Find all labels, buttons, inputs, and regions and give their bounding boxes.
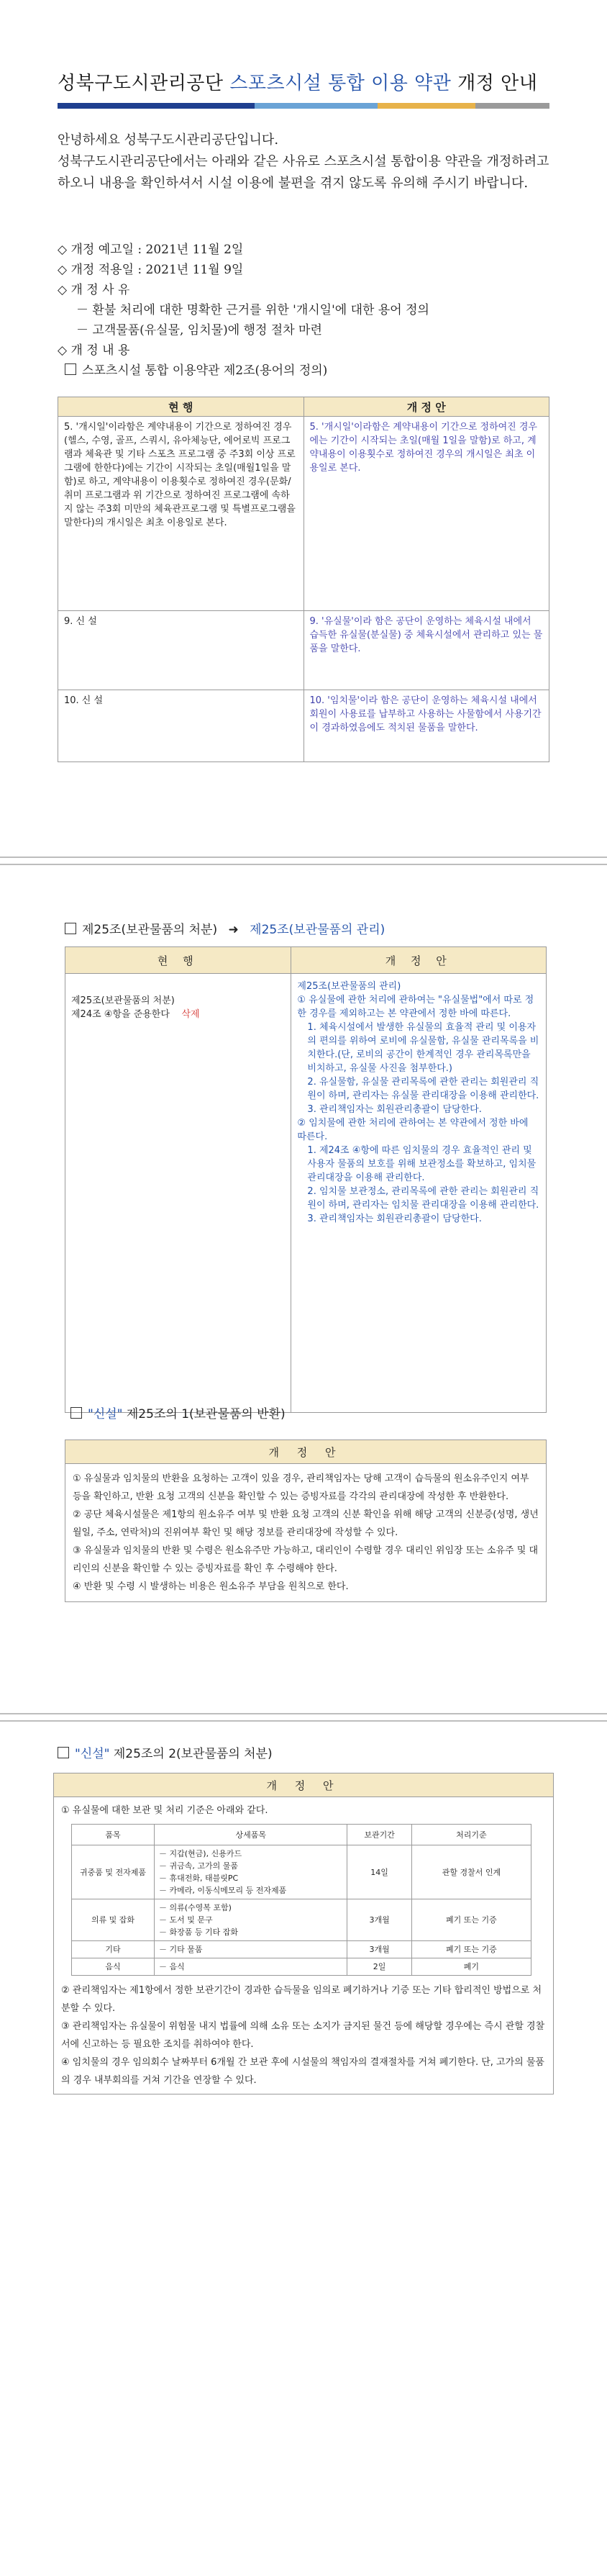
lost-item-disposal-table: 품목 상세품목 보관기간 처리기준 귀중품 및 전자제품 － 지갑(현금), 신용카드 － 귀금속, 고가의 물품 － 휴대전화, 태블릿PC － 카메라, 이동식메모리 등 전자제품 14일 관할 경찰서 인계 의류 및 잡화 － 의류(수영복 포함) － 도서 및 문구 － 화장품 등 기타 잡화 3개월 폐기 또는 기증 기타 － 기타 물품 3개월 폐기 또는 기증 음식 － 음식 2일 폐기 bbox=[71, 1824, 531, 1976]
checkbox-icon bbox=[58, 1747, 69, 1758]
page-title: 성북구도시관리공단 스포츠시설 통합 이용 약관 개정 안내 bbox=[58, 73, 538, 94]
table-row: 의류 및 잡화 － 의류(수영복 포함) － 도서 및 문구 － 화장품 등 기타 잡화 3개월 폐기 또는 기증 bbox=[72, 1899, 531, 1941]
revised-article-cell: 제25조(보관물품의 관리) ① 유실물에 관한 처리에 관하여는 "유실물법"에서 따로 정한 경우를 제외하고는 본 약관에서 정한 바에 따른다. 1. 체육시설에서 발생한 유실물의 효율적 관리 및 이용자의 편의를 위하여 로비에 유실물함, 유실물 관리목록을 비치한다.(단, 로비의 공간이 한계적인 경우 관리목록만을 비치하고, 유실물 사진을 첨부한다.) 2. 유실물함, 유실물 관리목록에 관한 관리는 회원관리 직원이 하며, 관리자는 유실물 관리대장을 이용해 관리한다. 3. 관리책임자는 회원관리총괄이 담당한다. ② 임치물에 관한 처리에 관하여는 본 약관에서 정한 바에 따른다. 1. 제24조 ④항에 따른 임치물의 경우 효율적인 관리 및 사용자 물품의 보호를 위해 보관정소를 확보하고, 임치물 관리대장을 이용해 관리한다. 2. 임치물 보관정소, 관리목록에 관한 관리는 회원관리 직원이 하며, 관리자는 임치물 관리대장을 이용해 관리한다. 3. 관리책임자는 회원관리총괄이 담당한다. bbox=[291, 974, 547, 1413]
revision-info: ◇ 개정 예고일 : 2021년 11월 2일 ◇ 개정 적용일 : 2021년 11월 9일 ◇ 개 정 사 유 － 환불 처리에 대한 명확한 근거를 위한 '개시일'에 대한 용어 정의 － 고객물품(유실물, 임치물)에 행정 절차 마련 ◇ 개 정 내 용 스포츠시설 통합 이용약관 제2조(용어의 정의) bbox=[58, 243, 429, 378]
arrow-right-icon: ➜ bbox=[228, 923, 239, 937]
column-revised: 개 정 안 bbox=[304, 397, 549, 417]
title-color-bar bbox=[58, 103, 549, 109]
table-row: 귀중품 및 전자제품 － 지갑(현금), 신용카드 － 귀금속, 고가의 물품 － 휴대전화, 태블릿PC － 카메라, 이동식메모리 등 전자제품 14일 관할 경찰서 인계 bbox=[72, 1845, 531, 1899]
table-row: 10. 신 설 10. '임치물'이라 함은 공단이 운영하는 체육시설 내에서 회원이 사용료를 납부하고 사용하는 사물함에서 사용기간이 경과하였음에도 적치된 물품을 말한다. bbox=[58, 690, 549, 762]
table-row: 기타 － 기타 물품 3개월 폐기 또는 기증 bbox=[72, 1941, 531, 1958]
intro-text: 안녕하세요 성북구도시관리공단입니다. 성북구도시관리공단에서는 아래와 같은 사유로 스포츠시설 통합이용 약관을 개정하려고 하오니 내용을 확인하셔서 시설 이용에 불편을 겪지 않도록 유의해 주시기 바랍니다. bbox=[58, 132, 549, 191]
column-current: 현 행 bbox=[58, 397, 304, 417]
checkbox-icon bbox=[65, 923, 76, 934]
section-heading: "신설" 제25조의 1(보관물품의 반환) bbox=[70, 1404, 286, 1422]
checkbox-icon bbox=[70, 1407, 82, 1419]
table-row: 9. 신 설 9. '유실물'이라 함은 공단이 운영하는 체육시설 내에서 습득한 유실물(분실물) 중 체육시설에서 관리하고 있는 물품을 말한다. bbox=[58, 611, 549, 690]
page-separator bbox=[0, 857, 607, 865]
article25-comparison-table: 현 행 개 정 안 제25조(보관물품의 처분) 제24조 ④항을 준용한다 삭제 제25조(보관물품의 관리) ① 유실물에 관한 처리에 관하여는 "유실물법"에서 따로 정한 경우를 제외하고는 본 약관에서 정한 바에 따른다. 1. 체육시설에서 발생한 유실물의 효율적 관리 및 이용자의 편의를 위하여 로비에 유실물함, 유실물 관리목록을 비치한다.(단, 로비의 공간이 한계적인 경우 관리목록만을 비치하고, 유실물 사진을 첨부한다.) 2. 유실물함, 유실물 관리목록에 관한 관리는 회원관리 직원이 하며, 관리자는 유실물 관리대장을 이용해 관리한다. 3. 관리책임자는 회원관리총괄이 담당한다. ② 임치물에 관한 처리에 관하여는 본 약관에서 정한 바에 따른다. 1. 제24조 ④항에 따른 임치물의 경우 효율적인 관리 및 사용자 물품의 보호를 위해 보관정소를 확보하고, 임치물 관리대장을 이용해 관리한다. 2. 임치물 보관정소, 관리목록에 관한 관리는 회원관리 직원이 하며, 관리자는 임치물 관리대장을 이용해 관리한다. 3. 관리책임자는 회원관리총괄이 담당한다. bbox=[65, 946, 547, 1413]
article25-1-table: 개 정 안 ① 유실물과 임치물의 반환을 요청하는 고객이 있을 경우, 관리책임자는 당해 고객이 습득물의 원소유주인지 여부 등을 확인하고, 반환 요청 고객의 신분을 확인할 수 있는 증빙자료를 각각의 관리대장에 작성한 후 반환한다. ② 공단 체육시설물은 제1항의 원소유주 여부 및 반환 요청 고객의 신분 확인을 위해 해당 고객의 신분증(성명, 생년월일, 주소, 연락처)의 진위여부 확인 및 해당 정보를 관리대장에 작성할 수 있다. ③ 유실물과 임치물의 반환 및 수령은 원소유주만 가능하고, 대리인이 수령할 경우 대리인 위임장 또는 소유주 및 대리인의 신분을 확인할 수 있는 증빙자료를 확인 후 수령해야 한다. ④ 반환 및 수령 시 발생하는 비용은 원소유주 부담을 원칙으로 한다. bbox=[65, 1440, 547, 1602]
checkbox-icon bbox=[65, 363, 76, 375]
article25-2-table: 개 정 안 ① 유실물에 대한 보관 및 처리 기준은 아래와 같다. 품목 상세품목 보관기간 처리기준 귀중품 및 전자제품 － 지갑(현금), 신용카드 － 귀금속, 고가의 물품 － 휴대전화, 태블릿PC － 카메라, 이동식메모리 등 전자제품 14일 관할 경찰서 인계 의류 및 잡화 － 의류(수영복 포함) － 도서 및 문구 － 화장품 등 기타 잡화 3개월 폐기 또는 기증 기타 － 기타 물품 3개월 폐기 또는 기증 음식 － 음식 2일 폐기 ② 관리책임자는 제1항에서 정한 보관기간이 경과한 습득물을 임의로 폐기하거나 기증 또는 기타 합리적인 방법으로 처분할 수 있다. ③ 관리책임자는 유실물이 위험물 내지 법률에 의해 소유 또는 소지가 금지된 물건 등에 해당할 경우에는 즉시 관할 경찰서에 신고하는 등 필요한 조치를 취하여야 한다. ④ 임치물의 경우 임의회수 날짜부터 6개월 간 보관 후에 시설물의 책임자의 결재절차를 거쳐 폐기한다. 단, 고가의 물품의 경우 내부회의를 거쳐 기간을 연장할 수 있다. bbox=[53, 1773, 554, 2094]
section-heading: 제25조(보관물품의 처분) ➜ 제25조(보관물품의 관리) bbox=[65, 919, 385, 937]
article25-2-content: ① 유실물에 대한 보관 및 처리 기준은 아래와 같다. 품목 상세품목 보관기간 처리기준 귀중품 및 전자제품 － 지갑(현금), 신용카드 － 귀금속, 고가의 물품 － 휴대전화, 태블릿PC － 카메라, 이동식메모리 등 전자제품 14일 관할 경찰서 인계 의류 및 잡화 － 의류(수영복 포함) － 도서 및 문구 － 화장품 등 기타 잡화 3개월 폐기 또는 기증 기타 － 기타 물품 3개월 폐기 또는 기증 음식 － 음식 2일 폐기 ② 관리책임자는 제1항에서 정한 보관기간이 경과한 습득물을 임의로 폐기하거나 기증 또는 기타 합리적인 방법으로 처분할 수 있다. ③ 관리책임자는 유실물이 위험물 내지 법률에 의해 소유 또는 소지가 금지된 물건 등에 해당할 경우에는 즉시 관할 경찰서에 신고하는 등 필요한 조치를 취하여야 한다. ④ 임치물의 경우 임의회수 날짜부터 6개월 간 보관 후에 시설물의 책임자의 결재절차를 거쳐 폐기한다. 단, 고가의 물품의 경우 내부회의를 거쳐 기간을 연장할 수 있다. bbox=[54, 1797, 554, 2094]
article25-1-content: ① 유실물과 임치물의 반환을 요청하는 고객이 있을 경우, 관리책임자는 당해 고객이 습득물의 원소유주인지 여부 등을 확인하고, 반환 요청 고객의 신분을 확인할 수 있는 증빙자료를 각각의 관리대장에 작성한 후 반환한다. ② 공단 체육시설물은 제1항의 원소유주 여부 및 반환 요청 고객의 신분 확인을 위해 해당 고객의 신분증(성명, 생년월일, 주소, 연락처)의 진위여부 확인 및 해당 정보를 관리대장에 작성할 수 있다. ③ 유실물과 임치물의 반환 및 수령은 원소유주만 가능하고, 대리인이 수령할 경우 대리인 위임장 또는 소유주 및 대리인의 신분을 확인할 수 있는 증빙자료를 확인 후 수령해야 한다. ④ 반환 및 수령 시 발생하는 비용은 원소유주 부담을 원칙으로 한다. bbox=[65, 1464, 547, 1602]
section-heading: "신설" 제25조의 2(보관물품의 처분) bbox=[58, 1743, 273, 1761]
page-1 bbox=[0, 0, 607, 857]
page-separator bbox=[0, 1713, 607, 1722]
current-article-cell: 제25조(보관물품의 처분) 제24조 ④항을 준용한다 삭제 bbox=[65, 974, 291, 1413]
table-row: 5. '개시일'이라함은 계약내용이 기간으로 정하여진 경우(헬스, 수영, 골프, 스쿼시, 유아체능단, 에어로빅 프로그램과 체육관 및 기타 스포츠 프로그램 중 주3회 이상 프로그램에 한한다)에는 기간이 시작되는 초일(매월1일을 말함)로 하고, 계약내용이 이용횟수로 정하여진 경우(문화/취미 프로그램과 위 기간으로 정하여진 프로그램에 속하지 않는 주3회 미만의 체육관프로그램 및 특별프로그램을 말한다)의 개시일은 최초 이용일로 본다. 5. '개시일'이라함은 계약내용이 기간으로 정하여진 경우에는 기간이 시작되는 초일(매월 1일을 말함)로 하고, 계약내용이 이용횟수로 정하여진 경우의 개시일은 최초 이용일로 본다. bbox=[58, 417, 549, 611]
table-row: 음식 － 음식 2일 폐기 bbox=[72, 1958, 531, 1976]
definitions-comparison-table bbox=[58, 397, 549, 762]
